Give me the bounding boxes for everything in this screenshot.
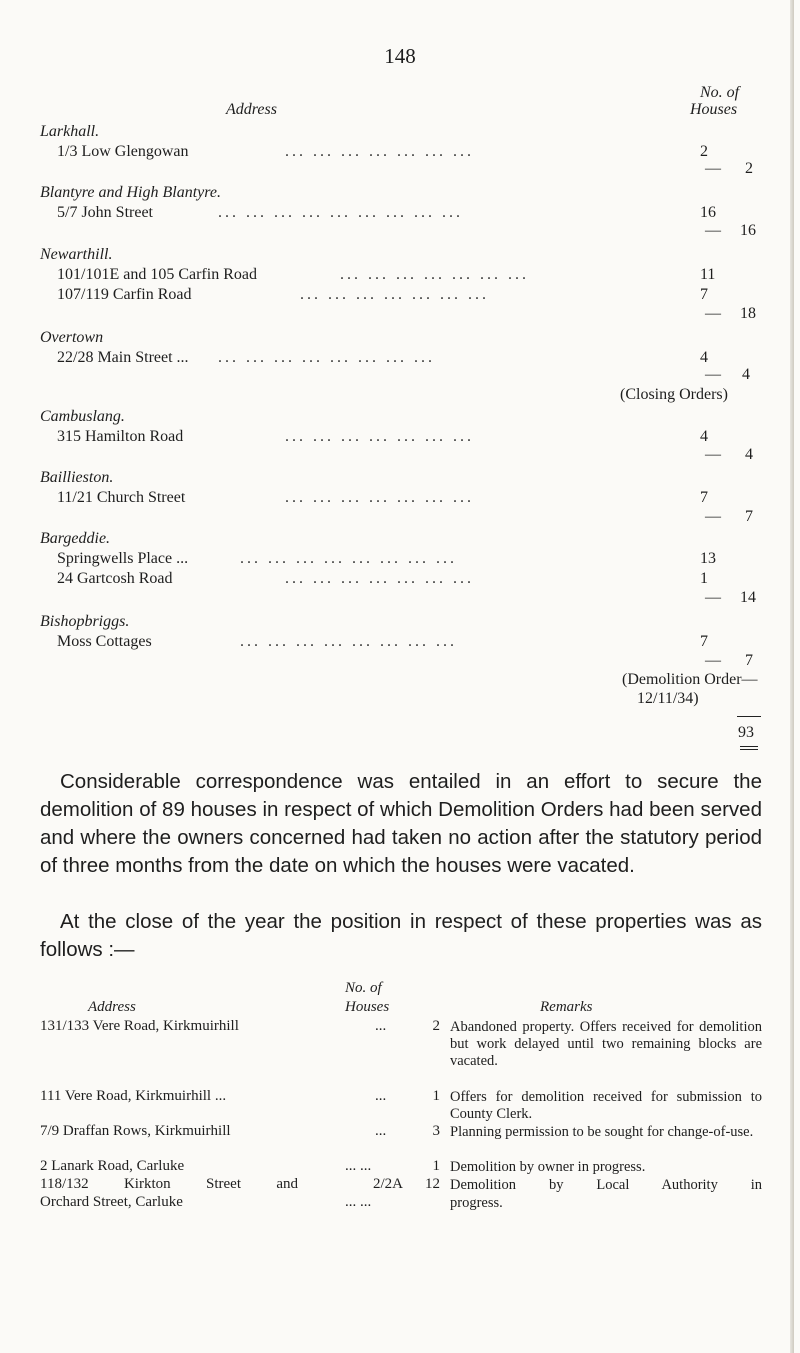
leader-dots: ... ... ... ... ... ... ...: [285, 570, 474, 587]
page-edge-shadow: [790, 0, 794, 1353]
leader-dots: ... ... ... ... ... ... ...: [300, 286, 489, 303]
t2-row-count: 1: [432, 1088, 440, 1104]
t2-row-remark: Demolition by Local Authority in: [450, 1177, 762, 1193]
dash: —: [705, 160, 721, 177]
leader-dots: ... ... ... ... ... ... ... ... ...: [218, 204, 463, 221]
t2-row-dots: ... ...: [345, 1194, 372, 1210]
area-baillieston: Baillieston.: [40, 469, 114, 486]
row-count: 4: [700, 349, 708, 366]
row-address: Springwells Place ...: [57, 550, 189, 567]
leader-dots: ... ... ... ... ... ... ...: [285, 428, 474, 445]
row-address: 315 Hamilton Road: [57, 428, 184, 445]
group-total: 16: [740, 222, 756, 239]
leader-dots: ... ... ... ... ... ... ...: [285, 143, 474, 160]
group-note: (Demolition Order—: [622, 671, 758, 688]
row-address: 24 Gartcosh Road: [57, 570, 173, 587]
group-total: 4: [745, 446, 753, 463]
dash: —: [705, 589, 721, 606]
t2-row-dots: ...: [375, 1018, 387, 1034]
area-bargeddie: Bargeddie.: [40, 530, 111, 547]
t2-row-remark: progress.: [450, 1195, 503, 1211]
t2-row-count: 1: [432, 1158, 440, 1174]
total-double-rule-2: [740, 749, 758, 750]
area-bishopbriggs: Bishopbriggs.: [40, 613, 130, 630]
row-count: 2: [700, 143, 708, 160]
dash: —: [705, 305, 721, 322]
t2-row-remark: Offers for demolition received for submission to County Clerk.: [450, 1089, 762, 1122]
area-blantyre: Blantyre and High Blantyre.: [40, 184, 221, 201]
row-count: 4: [700, 428, 708, 445]
group-total: 14: [740, 589, 756, 606]
row-count: 7: [700, 286, 708, 303]
leader-dots: ... ... ... ... ... ... ...: [285, 489, 474, 506]
group-total: 2: [745, 160, 753, 177]
t2-row-address: 118/132 Kirkton Street and: [40, 1176, 298, 1192]
t2-row-count: 2: [432, 1018, 440, 1034]
t2-row-address: 7/9 Draffan Rows, Kirkmuirhill: [40, 1123, 231, 1139]
area-overtown: Overtown: [40, 329, 104, 346]
t2-row-dots: ... ...: [345, 1158, 372, 1174]
row-count: 1: [700, 570, 708, 587]
dash: —: [705, 366, 721, 383]
leader-dots: ... ... ... ... ... ... ... ...: [240, 550, 457, 567]
row-count: 7: [700, 633, 708, 650]
t2-row-address: Orchard Street, Carluke: [40, 1194, 183, 1210]
page-number: 148: [384, 44, 416, 68]
dash: —: [705, 222, 721, 239]
area-cambuslang: Cambuslang.: [40, 408, 125, 425]
group-total: 7: [745, 652, 753, 669]
leader-dots: ... ... ... ... ... ... ...: [340, 266, 529, 283]
area-larkhall: Larkhall.: [40, 123, 100, 140]
table2-header-houses: Houses: [345, 999, 390, 1015]
t2-row-remark: Abandoned property. Offers received for demolition but work delayed until two remaining blocks are vacated.: [450, 1019, 762, 1069]
leader-dots: ... ... ... ... ... ... ... ...: [218, 349, 435, 366]
total-double-rule-1: [740, 746, 758, 747]
t2-row-address: 2 Lanark Road, Carluke: [40, 1158, 185, 1174]
table1-header-houses: Houses: [690, 101, 738, 118]
row-address: 107/119 Carfin Road: [57, 286, 192, 303]
dash: —: [705, 446, 721, 463]
row-address: 22/28 Main Street ...: [57, 349, 189, 366]
row-count: 7: [700, 489, 708, 506]
table2-header-remarks: Remarks: [540, 999, 593, 1015]
dash: —: [705, 652, 721, 669]
t2-row-address: 111 Vere Road, Kirkmuirhill ...: [40, 1088, 227, 1104]
group-total: 7: [745, 508, 753, 525]
row-address: 5/7 John Street: [57, 204, 153, 221]
t2-row-remark: Demolition by owner in progress.: [450, 1159, 646, 1175]
t2-row-dots: ...: [375, 1088, 387, 1104]
grand-total: 93: [738, 724, 754, 741]
dash: —: [705, 508, 721, 525]
row-address: Moss Cottages: [57, 633, 152, 650]
paragraph-2: At the close of the year the position in respect of these properties was as follows :—: [40, 910, 762, 961]
group-total: 18: [740, 305, 756, 322]
table1-header-no: No. of: [700, 84, 740, 101]
table1-header-address: Address: [226, 101, 277, 118]
area-newarthill: Newarthill.: [40, 246, 113, 263]
t2-row-dots: 2/2A: [373, 1176, 403, 1192]
row-address: 101/101E and 105 Carfin Road: [57, 266, 257, 283]
leader-dots: ... ... ... ... ... ... ... ...: [240, 633, 457, 650]
row-address: 1/3 Low Glengowan: [57, 143, 189, 160]
table2-header-no: No. of: [345, 980, 382, 996]
row-address: 11/21 Church Street: [57, 489, 186, 506]
t2-row-remark: Planning permission to be sought for change-of-use.: [450, 1124, 754, 1140]
t2-row-address: 131/133 Vere Road, Kirkmuirhill: [40, 1018, 239, 1034]
group-note: (Closing Orders): [620, 386, 728, 403]
t2-row-dots: ...: [375, 1123, 387, 1139]
t2-row-count: 3: [432, 1123, 440, 1139]
row-count: 13: [700, 550, 716, 567]
group-note-date: 12/11/34): [637, 690, 699, 707]
row-count: 11: [700, 266, 716, 283]
group-total: 4: [742, 366, 750, 383]
t2-row-count: 12: [425, 1176, 440, 1192]
table2-header-address: Address: [88, 999, 136, 1015]
paragraph-1: Considerable correspondence was entailed in an effort to secure the demolition of 89 houses in respect of which Demolition Orders had been served and where the owners concerned had taken no action after the statutory period of three months from the date on which the houses were vacated.: [40, 770, 762, 877]
total-rule: [737, 716, 761, 717]
row-count: 16: [700, 204, 716, 221]
